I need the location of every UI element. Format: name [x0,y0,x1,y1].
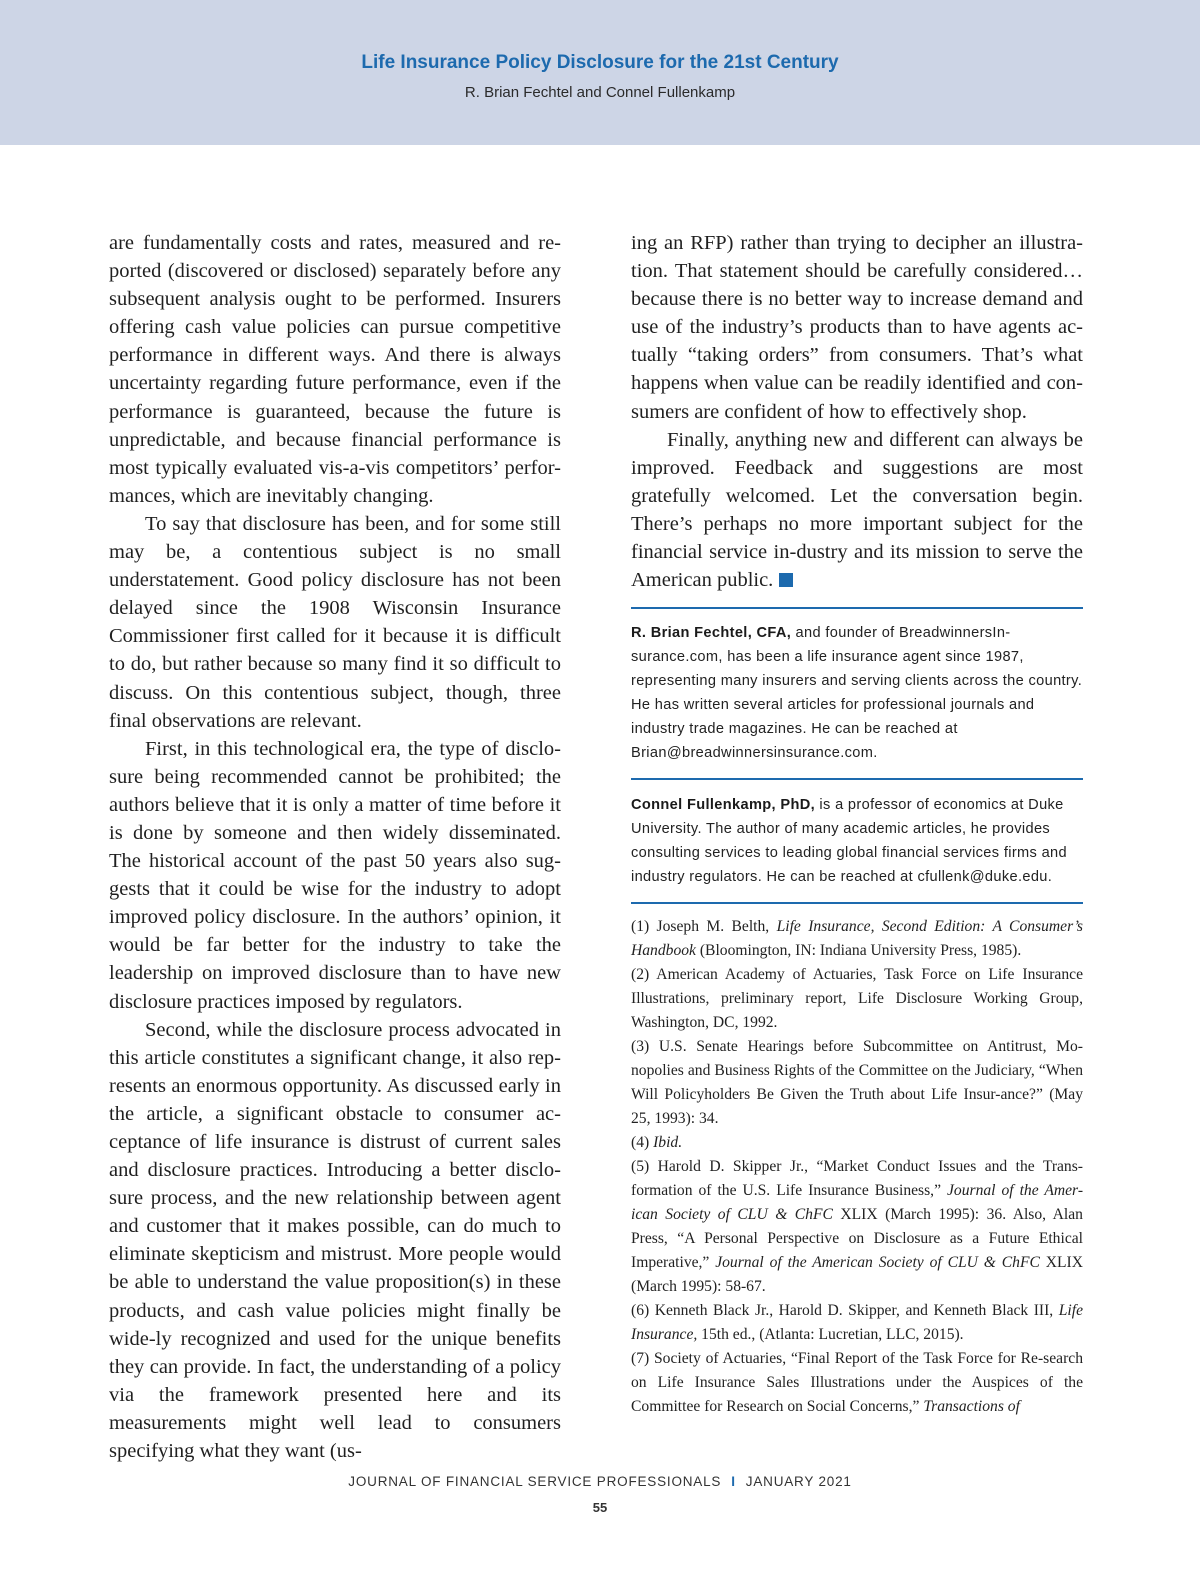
reference-item [631,1035,1083,1131]
footer-journal-line [0,1474,1200,1489]
reference-text: (1) Joseph M. Belth, [631,918,777,936]
reference-item [631,1131,1083,1155]
reference-text: (5) Harold D. Skipper Jr., “Market Conduct Issues and the Trans-formation of the U.S. Life Insurance Business,” [631,1158,1083,1200]
reference-italic: Journal of the American Society of CLU & ChFC [715,1254,1040,1272]
divider [631,778,1083,780]
page-number: 55 [592,1500,608,1515]
left-column [109,229,561,1465]
reference-text: (7) Society of Actuaries, “Final Report of the Task Force for Re-search on Life Insurance Sales Illustrations under the Auspices of the Committee for Research on Social Concerns,” [631,1350,1083,1416]
closing-paragraph [631,426,1083,595]
reference-italic: Ibid. [653,1134,683,1152]
reference-text: 15th ed., (Atlanta: Lucretian, LLC, 2015). [697,1326,964,1344]
reference-italic: Journal of the Amer-ican Society of CLU & ChFC [631,1182,1084,1224]
end-of-article-square-icon [779,573,793,587]
article-authors: R. Brian Fechtel and Connel Fullenkamp [464,84,736,101]
author-bio-name: R. Brian Fechtel, CFA, [631,625,792,642]
footer-date: JANUARY 2021 [745,1474,852,1489]
body-paragraph: ing an RFP) rather than trying to decipher an illustra-tion. That statement should be carefully considered… because there is no better way to increase demand and use of the industry’s products than to have agents ac-tually “taking orders” from consumers. That’s what happens when value can be readily identified and con-sumers are confident of how to effectively shop. [631,232,1083,423]
article-title: Life Insurance Policy Disclosure for the 21st Century [361,52,839,73]
closing-paragraph-text: Finally, anything new and different can always be improved. Feedback and suggestions are most gratefully welcomed. Let the conversation begin. There’s perhaps no more important subject for the financial service in-dustry and its mission to serve the American public. [631,428,1083,592]
reference-text: (2) American Academy of Actuaries, Task Force on Life Insurance Illustrations, preliminary report, Life Disclosure Working Group, Washington, DC, 1992. [631,966,1083,1032]
reference-italic: Transactions of [923,1398,1020,1416]
body-paragraph: To say that disclosure has been, and for some still may be, a contentious subject is no small understatement. Good policy disclosure has not been delayed since the 1908 Wisconsin Insurance Commissioner first called for it because it is difficult to do, but rather because so many find it so difficult to discuss. On this contentious subject, though, three final observations are relevant. [109,512,561,732]
reference-text: XLIX (March 1995): 58-67. [631,1254,1083,1296]
author-bio-fechtel [631,621,1083,765]
reference-text: (Bloomington, IN: Indiana University Press, 1985). [695,942,1022,960]
reference-italic: Life Insurance, [631,1302,1083,1344]
header-band [0,0,1200,145]
body-paragraph: First, in this technological era, the type of disclo-sure being recommended cannot be prohibited; the authors believe that it is only a matter of time before it is done by someone and then widely disseminated. The historical account of the past 50 years also sug-gests that it could be wise for the industry to adopt improved policy disclosure. In the authors’ opinion, it would be far better for the industry to take the leadership on improved disclosure than to have new disclosure practices imposed by regulators. [109,737,561,1013]
author-bio-fullenkamp [631,793,1083,889]
divider [631,607,1083,609]
reference-italic: Life Insurance, Second Edition: A Consumer’s Handbook [631,918,1083,960]
right-column [631,229,1083,1419]
footer-journal-name: JOURNAL OF FINANCIAL SERVICE PROFESSIONALS [348,1474,722,1489]
reference-text: (4) [631,1134,654,1152]
author-bio-text: is a professor of economics at Duke University. The author of many academic articles, he provides consulting services to leading global financial services firms and industry regulators. He can be reached at cfullenk@duke.edu. [631,797,1067,886]
reference-list [631,915,1083,1419]
reference-item [631,915,1083,963]
author-bio-name: Connel Fullenkamp, PhD, [631,797,816,814]
author-bio-text: and founder of BreadwinnersIn-surance.com, has been a life insurance agent since 1987, representing many insurers and serving clients across the country. He has written several articles for professional journals and industry trade magazines. He can be reached at Brian@breadwinnersinsurance.com. [631,625,1083,762]
reference-item [631,1155,1083,1299]
body-paragraph: Second, while the disclosure process advocated in this article constitutes a significant change, it also rep-resents an enormous opportunity. As discussed early in the article, a significant obstacle to consumer ac-ceptance of life insurance is distrust of current sales and disclosure practices. Introducing a better disclo-sure process, and the new relationship between agent and customer that it makes possible, can do much to eliminate skepticism and mistrust. More people would be able to understand the value proposition(s) in these products, and cash value policies might finally be wide-ly recognized and used for the unique benefits they can provide. In fact, the understanding of a policy via the framework presented here and its measurements might well lead to consumers specifying what they want (us- [109,1018,561,1463]
reference-text: (6) Kenneth Black Jr., Harold D. Skipper, and Kenneth Black III, [631,1302,1059,1320]
footer-separator: I [731,1474,736,1489]
reference-item [631,1299,1083,1347]
reference-text: (3) U.S. Senate Hearings before Subcommittee on Antitrust, Mo-nopolies and Business Rights of the Committee on the Judiciary, “When Will Policyholders Be Given the Truth about Life Insur-ance?” (May 25, 1993): 34. [631,1038,1083,1128]
reference-item [631,963,1083,1035]
divider [631,902,1083,904]
reference-item [631,1347,1083,1419]
body-paragraph: are fundamentally costs and rates, measured and re-ported (discovered or disclosed) separately before any subsequent analysis ought to be performed. Insurers offering cash value policies can pursue competitive performance in different ways. And there is always uncertainty regarding future performance, even if the performance is guaranteed, because the future is unpredictable, and because financial performance is most typically evaluated vis-a-vis competitors’ perfor-mances, which are inevitably changing. [109,232,561,507]
reference-text: XLIX (March 1995): 36. Also, Alan Press, “A Personal Perspective on Disclosure as a Future Ethical Imperative,” [631,1206,1083,1272]
